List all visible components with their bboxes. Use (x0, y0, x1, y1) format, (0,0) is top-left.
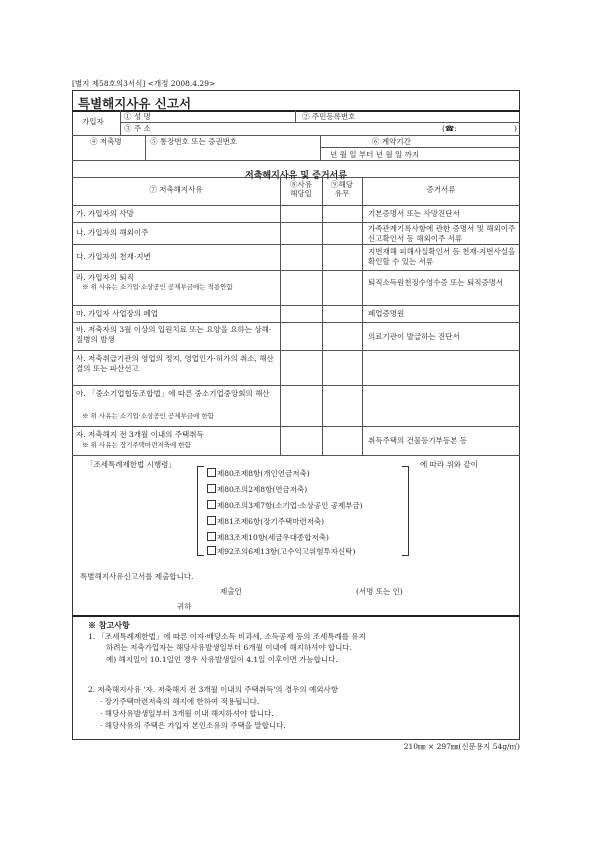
option-3-label: 제80조의3제7항(소기업·소상공인 공제부금) (217, 501, 363, 510)
reference-item-1b: 하려는 저축가입자는 해당사유발생일부터 6개월 이내에 해지하셔야 합니다. (106, 643, 353, 652)
divider (320, 147, 520, 148)
reason-row-9-note: ※ 위 사유는 장기주택마련저축에 한함 (82, 441, 191, 449)
divider (72, 270, 520, 271)
divider (72, 305, 520, 306)
header-date-line1: ⑧사유 (290, 180, 312, 189)
divider (72, 455, 520, 456)
date-field[interactable] (281, 206, 321, 221)
divider (72, 350, 520, 351)
evidence-row-3: 지번재해 피해사실확인서 등 천재·지번사실을 확인할 수 있는 서류 (368, 247, 516, 266)
reference-item-2c: · 해당사유의 주택은 가입자 본인소유의 주택을 말합니다. (100, 721, 286, 730)
account-label: ⑤ 통장번호 또는 증권번호 (150, 137, 238, 146)
submit-text: 특별해지사유신고서를 제출합니다. (80, 572, 194, 581)
option-2-label: 제80조의2제8항(연금저축) (217, 485, 308, 494)
period-label: ⑥ 계약기간 (372, 137, 411, 146)
account-field[interactable] (148, 148, 316, 159)
reason-row-4: 라. 가입자의 퇴직 (76, 273, 134, 282)
checkbox-icon[interactable] (207, 546, 216, 555)
divider (72, 426, 520, 427)
savings-name-label: ④ 저축명 (90, 137, 122, 146)
savings-name-field[interactable] (74, 148, 142, 159)
reason-row-1: 가. 가입자의 사망 (76, 209, 134, 218)
address-field[interactable] (160, 123, 440, 134)
divider (72, 135, 520, 136)
divider (72, 322, 520, 323)
reason-row-3: 다. 가입자의 천재·지변 (76, 252, 151, 261)
checkbox-icon[interactable] (207, 468, 216, 477)
header-applies (322, 181, 362, 198)
name-field[interactable] (175, 111, 290, 122)
submitter-field[interactable] (250, 585, 350, 596)
form-title: 특별해지사유 신고서 (78, 96, 192, 111)
option-4-label: 제81조제6항(장기주택마련저축) (217, 517, 325, 526)
applies-field[interactable] (323, 206, 361, 221)
header-evidence: 증거서류 (426, 185, 456, 194)
header-reason: ⑦ 저축해지사유 (149, 185, 203, 194)
checkbox-icon[interactable] (207, 500, 216, 509)
header-date (280, 181, 322, 198)
checkbox-icon[interactable] (207, 532, 216, 541)
divider (120, 110, 121, 135)
option-5-label: 제83조제10항(세금우대종합저축) (217, 533, 329, 542)
addressee-label: 귀하 (177, 602, 192, 611)
evidence-row-1: 기본증명서 또는 사망진단서 (368, 209, 460, 218)
option-4[interactable] (207, 516, 324, 527)
evidence-row-5: 폐업증명원 (368, 309, 405, 318)
reason-row-5: 마. 가입자 사업장의 폐업 (76, 309, 158, 318)
form-code: [별지 제58호의3서식] <개정 2008.4.29> (72, 79, 216, 88)
signature-label: (서명 또는 인) (356, 587, 403, 596)
option-3[interactable] (207, 500, 363, 511)
reason-row-7: 사. 저축취급기관의 영업의 정지, 영업인가·허가의 취소, 해산결의 또는 파산선고 (76, 354, 274, 373)
header-date-line2: 해당일 (290, 188, 312, 198)
checkbox-icon[interactable] (207, 516, 216, 525)
phone-label (442, 124, 457, 134)
reference-item-1: 1. 「조세특례제한법」에 따른 이자·배당소득 비과세, 소득공제 등의 조세특례를 유지 (88, 632, 366, 641)
rrn-label: ② 주민등록번호 (302, 112, 356, 121)
period-field[interactable]: 년 월 일 부터 년 월 일 까지 (330, 150, 420, 159)
option-6[interactable] (207, 546, 355, 557)
reason-row-8-note: ※ 위 사유는 소기업·소상공인 공제부금에 한함 (82, 412, 214, 420)
applicant-label: 가입자 (82, 117, 104, 126)
divider (72, 385, 520, 386)
rrn-field[interactable] (370, 111, 515, 122)
law-reference: 「조세특례제한법 시행령」 (86, 460, 176, 469)
evidence-row-4: 퇴직소득원천징수영수증 또는 퇴직증명서 (368, 278, 504, 287)
checkbox-icon[interactable] (207, 484, 216, 493)
reason-row-4-note: ※ 위 사유는 소기업·소상공인 공제부금에는 적용안함 (82, 283, 233, 291)
option-5[interactable] (207, 532, 329, 543)
paper-size: 210㎜ × 297㎜(신문용지 54g/㎡) (403, 742, 520, 751)
evidence-row-9: 취득주택의 건물등기부등본 등 (368, 436, 467, 445)
header-applies-line2: 유무 (334, 188, 350, 198)
phone-suffix: ) (514, 124, 517, 133)
option-1-label: 제80조제8항(개인연금저축) (217, 469, 310, 478)
reference-item-2: 2. 저축해지사유 '자. 저축해지 전 3개월 이내의 주택취득'의 경우의 예외사항 (88, 685, 338, 694)
reason-row-8: 아. 「중소기업협동조합법」에 따른 중소기업중앙회의 해산 (76, 389, 270, 398)
reason-row-6: 바. 저축자의 3월 이상의 입원치료 또는 요양을 요하는 상해·질병의 발생 (76, 325, 272, 344)
statement-suffix: 에 따라 위와 같이 (420, 460, 478, 469)
header-applies-line1: ⑨해당 (331, 180, 353, 189)
right-bracket (402, 466, 409, 556)
divider (362, 177, 363, 455)
name-label: ① 성 명 (124, 112, 151, 121)
address-label: ③ 주 소 (124, 124, 151, 133)
divider (295, 110, 296, 122)
divider (145, 135, 146, 160)
option-6-label: 제92조의6제13항(고수익고위험투자신탁) (217, 547, 356, 556)
divider (72, 160, 520, 161)
submitter-label: 제출인 (220, 587, 242, 596)
divider (72, 222, 520, 223)
evidence-row-2: 가족관계기록사항에 관한 증명서 및 해외이주신고확인서 등 해외이주 서류 (368, 224, 516, 243)
evidence-row-6: 의료기관이 발급하는 진단서 (368, 332, 460, 341)
reference-item-1c: 예) 해지일이 10.1일인 경우 사유발생일이 4.1일 이후이면 가능합니다. (106, 655, 338, 664)
section-title: 저축해지사유 및 증거서류 (245, 171, 347, 181)
phone-prefix: (☎: (442, 124, 457, 133)
reference-item-2a: · 장기주택마련저축의 해지에 한하여 적용됩니다. (100, 697, 260, 706)
divider (320, 135, 321, 160)
option-2[interactable] (207, 484, 307, 495)
reason-row-2: 나. 가입자의 해외이주 (76, 228, 149, 237)
reference-divider (72, 615, 520, 617)
option-1[interactable] (207, 468, 310, 479)
reason-row-9: 자. 저축해지 전 3개월 이내의 주택취득 (76, 430, 204, 439)
divider (72, 244, 520, 245)
left-bracket (197, 466, 204, 556)
reference-title: ※ 참고사항 (88, 620, 130, 630)
reference-item-2b: · 해당사유발생일부터 3개월 이내 해지하셔야 합니다. (100, 709, 274, 718)
